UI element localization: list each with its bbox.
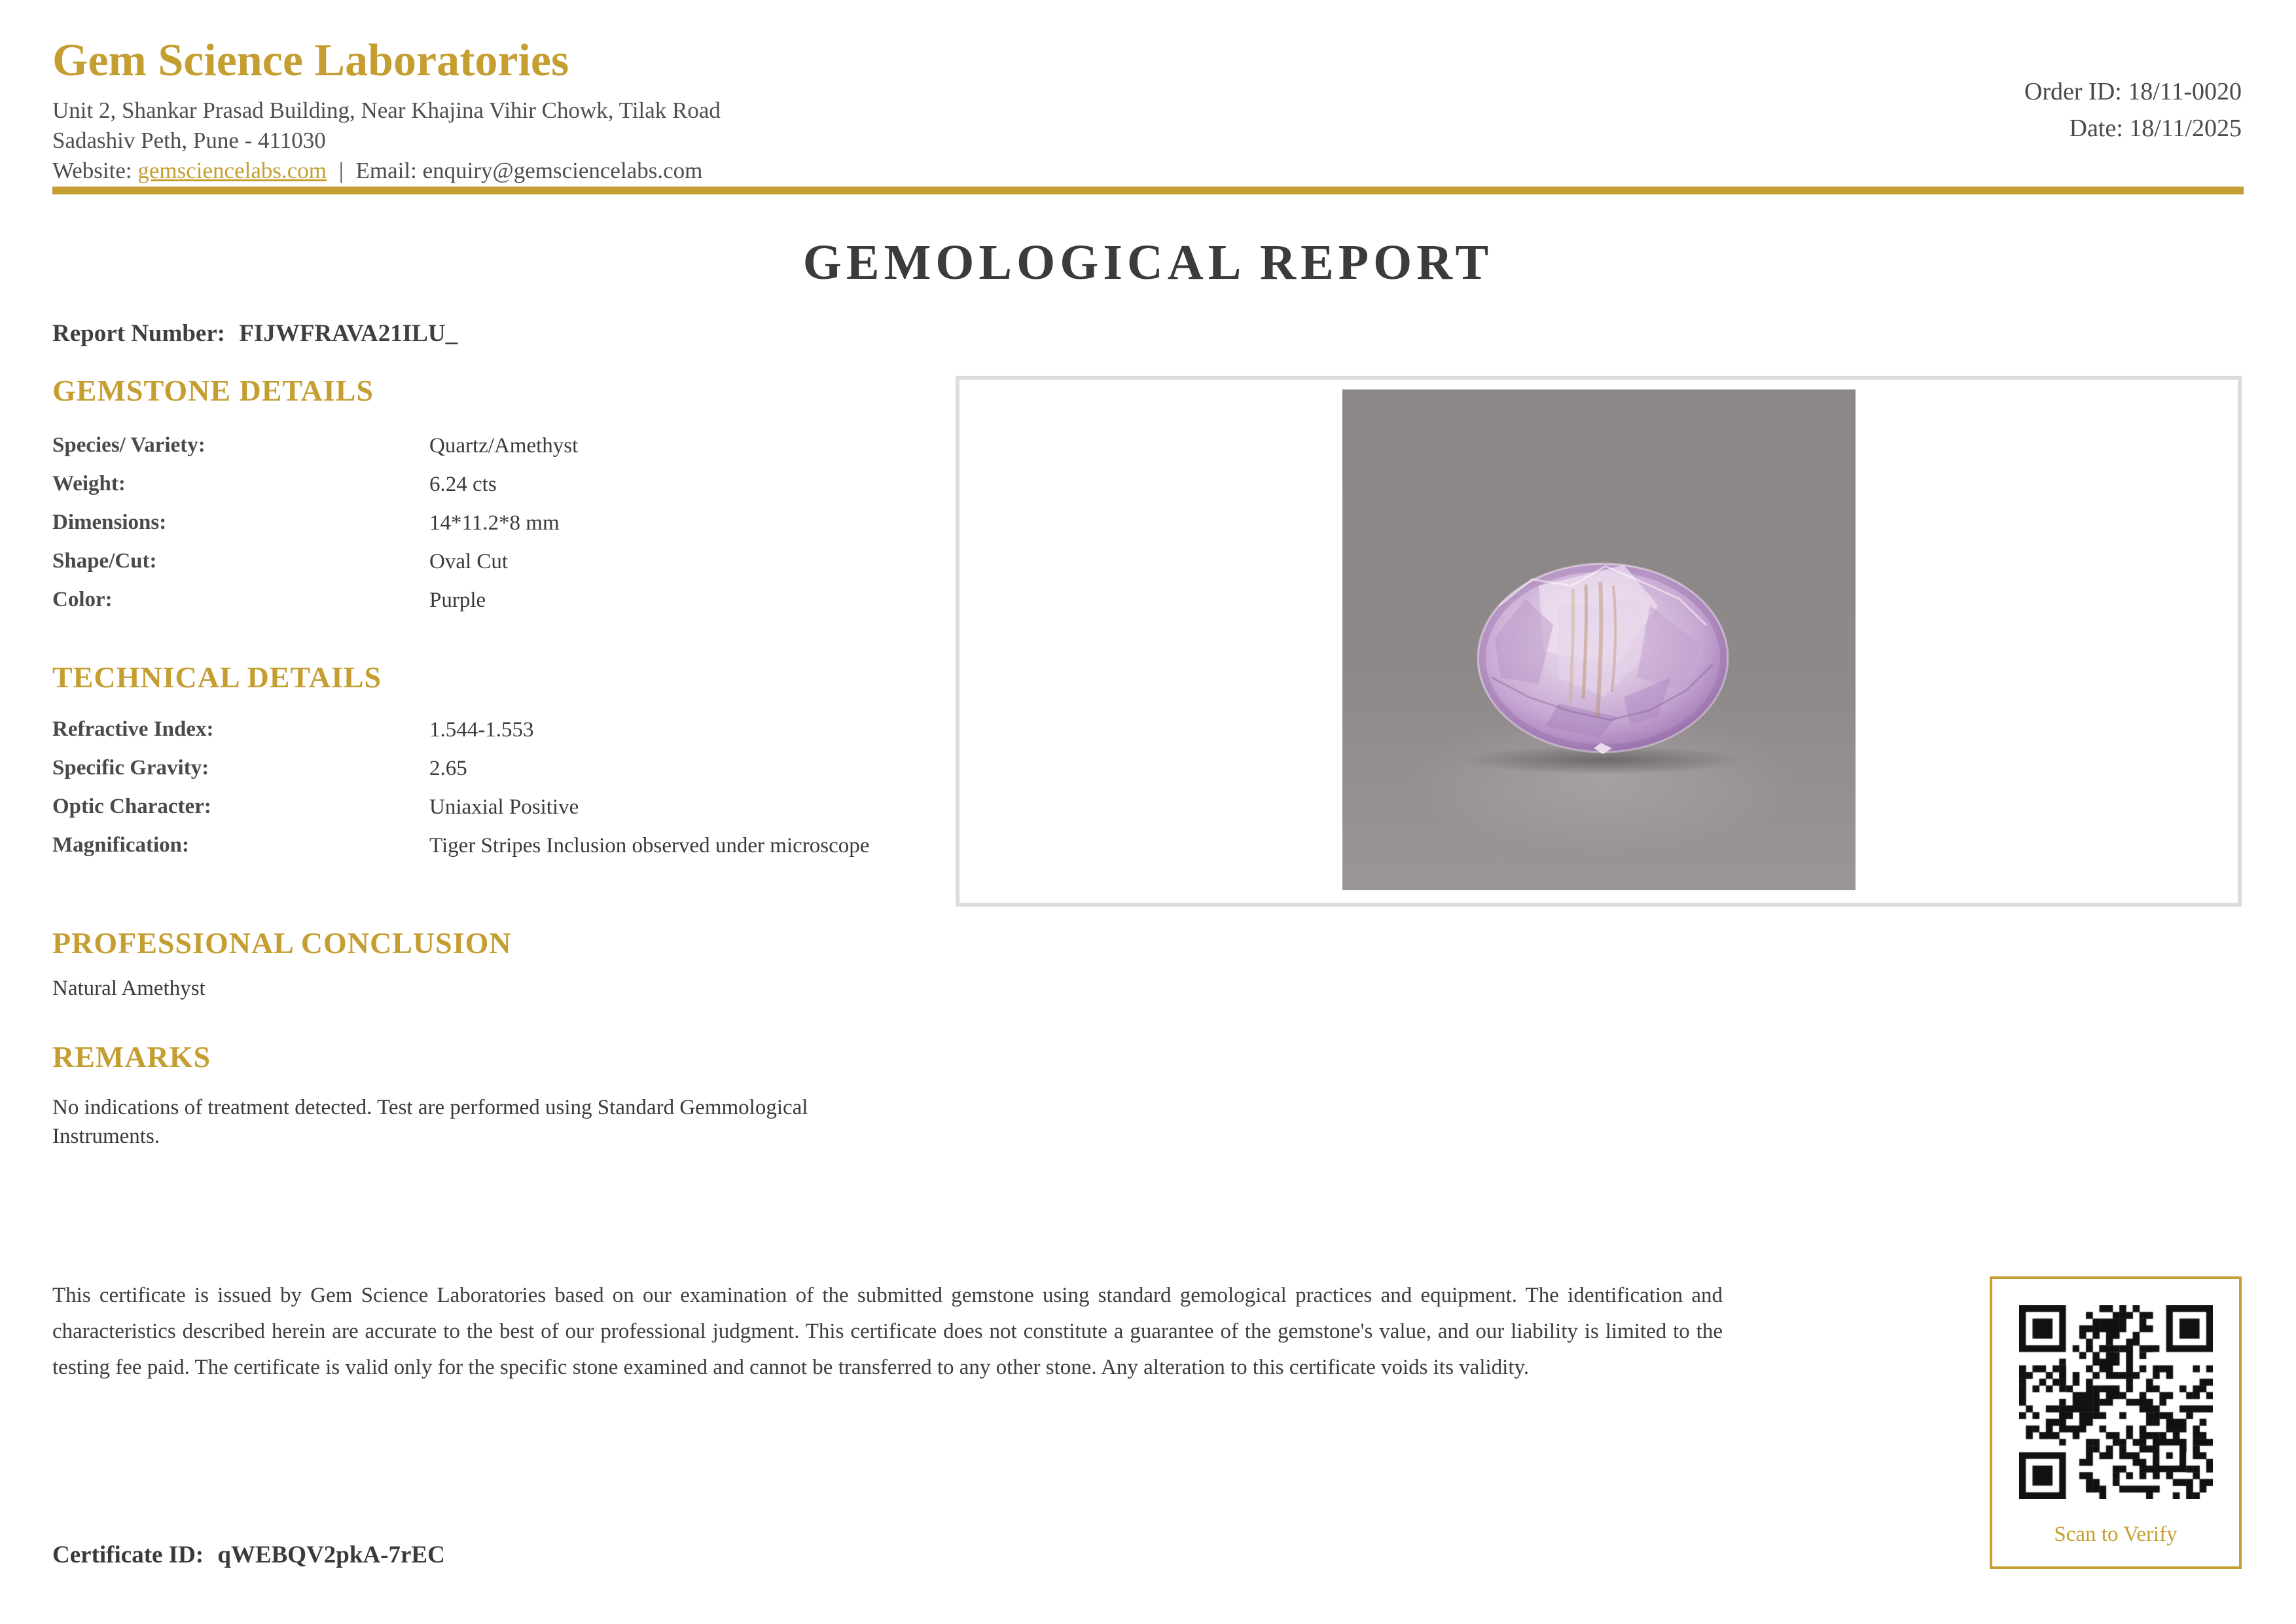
certificate-id — [52, 1541, 445, 1569]
address-line-2: Sadashiv Peth, Pune - 411030 — [52, 128, 326, 154]
report-number — [52, 319, 457, 348]
row-label: Shape/Cut: — [52, 549, 157, 573]
report-number-label: Report Number: — [52, 320, 226, 347]
gemstone-details-rows — [52, 432, 929, 614]
remarks-heading: REMARKS — [52, 1040, 211, 1074]
row-value: Quartz/Amethyst — [429, 434, 579, 458]
gemstone-photo-panel — [956, 376, 2242, 907]
row-value: Purple — [429, 588, 486, 612]
disclaimer-text: This certificate is issued by Gem Science Laboratories based on our examination of the submitted gemstone using standard gemological practices and equipment. The identification and characteristics described herein are accurate to the best of our professional judgment. This certificate does not constitute a guarantee of the gemstone's value, and our liability is limited to the testing fee paid. The certificate is valid only for the specific stone examined and cannot be transferred to any other stone. Any alteration to this certificate voids its validity. — [52, 1284, 1723, 1379]
website-label: Website: — [52, 158, 132, 184]
company-name: Gem Science Laboratories — [52, 35, 569, 86]
table-row — [52, 586, 929, 614]
table-row — [52, 832, 929, 859]
table-row — [52, 793, 929, 821]
row-value: 6.24 cts — [429, 473, 497, 496]
divider-bar: | — [338, 158, 344, 184]
row-value: 1.544-1.553 — [429, 718, 534, 742]
professional-conclusion-text: Natural Amethyst — [52, 977, 206, 1000]
gemstone-photo — [1342, 389, 1856, 890]
row-value: Uniaxial Positive — [429, 795, 579, 819]
remarks-text: No indications of treatment detected. Test are performed using Standard Gemmological Instruments. — [52, 1096, 808, 1148]
order-id: Order ID: 18/11-0020 — [2024, 78, 2242, 105]
report-number-value: FIJWFRAVA21ILU_ — [239, 320, 458, 347]
gemstone-details-heading: GEMSTONE DETAILS — [52, 374, 374, 407]
certificate-id-value: qWEBQV2pkA-7rEC — [217, 1542, 445, 1568]
row-label: Optic Character: — [52, 795, 211, 818]
header-rule — [52, 187, 2244, 194]
page-title: GEMOLOGICAL REPORT — [802, 235, 1494, 290]
row-value: Oval Cut — [429, 550, 509, 573]
row-value: 2.65 — [429, 757, 467, 780]
amethyst-gem-illustration — [1342, 389, 1856, 890]
technical-details-heading: TECHNICAL DETAILS — [52, 660, 382, 694]
table-row — [52, 509, 929, 537]
row-label: Magnification: — [52, 833, 189, 857]
row-value: 14*11.2*8 mm — [429, 511, 560, 535]
qr-code — [2019, 1305, 2213, 1499]
header — [52, 35, 721, 186]
section-remarks — [52, 1041, 893, 1151]
company-address — [52, 96, 721, 186]
qr-verify-panel — [1990, 1276, 2242, 1569]
section-gemstone-details — [52, 374, 929, 625]
row-label: Refractive Index: — [52, 717, 214, 741]
table-row — [52, 432, 929, 460]
row-label: Color: — [52, 588, 113, 611]
certificate-id-label: Certificate ID: — [52, 1542, 204, 1568]
table-row — [52, 755, 929, 782]
row-label: Weight: — [52, 472, 126, 496]
table-row — [52, 548, 929, 575]
address-line-1: Unit 2, Shankar Prasad Building, Near Khajina Vihir Chowk, Tilak Road — [52, 98, 721, 124]
row-label: Specific Gravity: — [52, 756, 209, 780]
technical-details-rows — [52, 716, 929, 859]
report-date: Date: 18/11/2025 — [2069, 115, 2242, 142]
row-label: Dimensions: — [52, 511, 167, 534]
table-row — [52, 716, 929, 744]
website-link[interactable]: gemsciencelabs.com — [137, 158, 327, 184]
table-row — [52, 471, 929, 498]
section-professional-conclusion — [52, 927, 969, 1001]
section-technical-details — [52, 661, 929, 871]
row-label: Species/ Variety: — [52, 433, 206, 457]
contact-line — [52, 156, 721, 186]
qr-caption: Scan to Verify — [2054, 1523, 2178, 1546]
order-info — [2024, 73, 2242, 147]
row-value: Tiger Stripes Inclusion observed under microscope — [429, 834, 870, 857]
professional-conclusion-heading: PROFESSIONAL CONCLUSION — [52, 926, 512, 960]
email-text: Email: enquiry@gemsciencelabs.com — [355, 158, 703, 184]
